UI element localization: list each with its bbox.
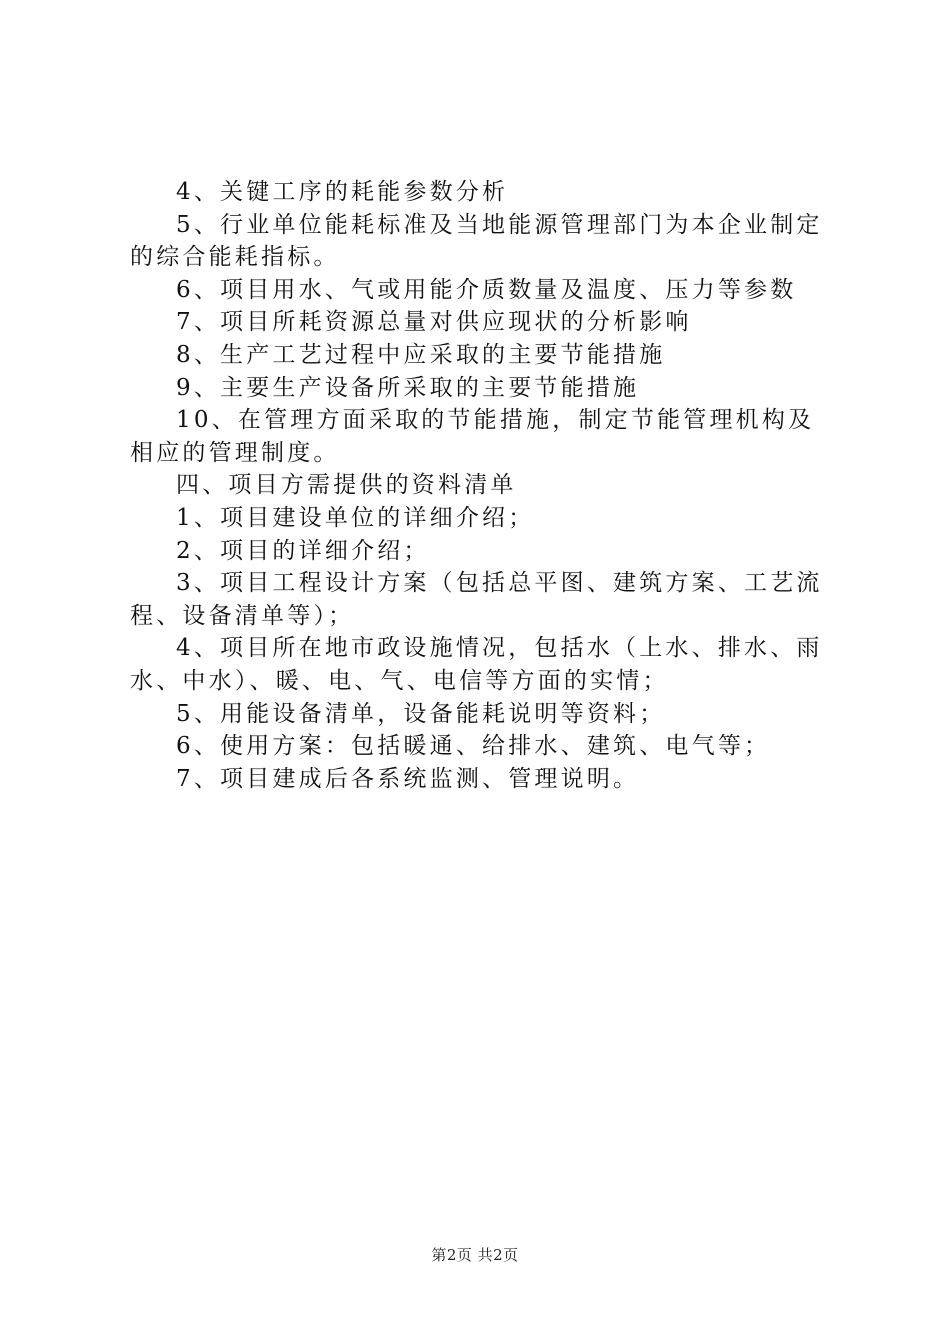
list-item-7-monitoring: 7、项目建成后各系统监测、管理说明。 [176, 765, 640, 792]
paragraph-item-8-process-measures: 8、生产工艺过程中应采取的主要节能措施 [176, 341, 666, 368]
section-heading-material-list: 四、项目方需提供的资料清单 [176, 472, 517, 499]
paragraph-item-9-equipment-measures: 9、主要生产设备所采取的主要节能措施 [176, 374, 640, 401]
paragraph-item-5-industry-standards: 5、行业单位能耗标准及当地能源管理部门为本企业制定的综合能耗指标。 [130, 211, 823, 271]
document-body [130, 176, 830, 795]
list-item-4-municipal-facilities: 4、项目所在地市政设施情况，包括水（上水、排水、雨水、中水）、暖、电、气、电信等方面的实情； [130, 635, 823, 694]
page-number-label: 第2页 共2页 [431, 1246, 519, 1264]
paragraph-item-4-energy-parameters: 4、关键工序的耗能参数分析 [176, 179, 509, 205]
paragraph-item-6-media-parameters: 6、项目用水、气或用能介质数量及温度、压力等参数 [176, 276, 797, 303]
list-item-5-equipment-list: 5、用能设备清单，设备能耗说明等资料； [176, 700, 666, 727]
list-item-6-usage-plan: 6、使用方案：包括暖通、给排水、建筑、电气等； [176, 733, 771, 760]
list-item-3-design-plan: 3、项目工程设计方案（包括总平图、建筑方案、工艺流程、设备清单等）； [130, 570, 823, 629]
paragraph-item-7-resource-impact: 7、项目所耗资源总量对供应现状的分析影响 [176, 309, 692, 336]
list-item-2-project-intro: 2、项目的详细介绍； [176, 537, 430, 564]
paragraph-item-10-management-measures: 10、在管理方面采取的节能措施，制定节能管理机构及相应的管理制度。 [130, 407, 815, 466]
page-footer [0, 1244, 950, 1265]
list-item-1-company-intro: 1、项目建设单位的详细介绍； [176, 504, 535, 531]
